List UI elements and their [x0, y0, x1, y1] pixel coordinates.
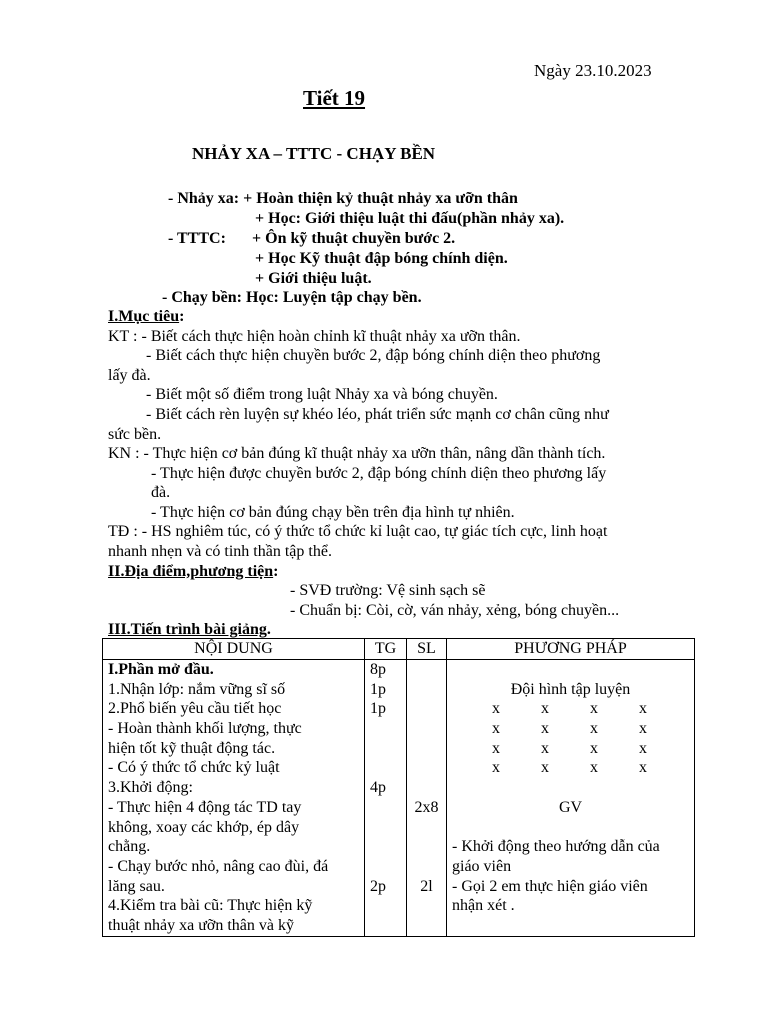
venue-line: - SVĐ trường: Vệ sinh sạch sẽ — [290, 582, 486, 599]
process-heading-text: III.Tiến trình bài giảng — [108, 621, 267, 638]
lesson-title: Tiết 19 — [303, 86, 366, 110]
objective-line: - Biết cách thực hiện chuyền bước 2, đập bóng chính diện theo phương — [146, 347, 601, 364]
table-header-row — [103, 639, 695, 660]
formation-row — [452, 699, 689, 719]
content-line: lăng sau. — [108, 877, 165, 895]
teacher-label: GV — [558, 798, 583, 816]
content-line: - Thực hiện 4 động tác TD tay — [108, 798, 302, 816]
objective-line: KT : - Biết cách thực hiện hoàn chỉnh kĩ thuật nhảy xa ưỡn thân. — [108, 328, 521, 345]
x-mark: x — [639, 759, 647, 777]
objective-line: TĐ : - HS nghiêm túc, có ý thức tổ chức kỉ luật cao, tự giác tích cực, linh hoạt — [108, 523, 608, 540]
method-spacer — [452, 916, 689, 936]
process-heading — [108, 620, 271, 640]
x-mark: x — [541, 739, 549, 757]
venue-line: - Chuẩn bị: Còi, cờ, ván nhảy, xẻng, bóng chuyền... — [290, 602, 620, 619]
content-line: + Ôn kỹ thuật chuyền bước 2. — [252, 230, 456, 247]
objective-line: sức bền. — [108, 426, 162, 443]
reps-value — [407, 758, 446, 778]
time-value: 4p — [370, 779, 386, 797]
content-line: 2.Phổ biến yêu cầu tiết học — [108, 700, 282, 718]
reps-value: 2x8 — [414, 798, 439, 816]
formation-label: Đội hình tập luyện — [510, 680, 631, 698]
time-value — [370, 857, 401, 877]
table-row — [103, 660, 695, 937]
content-line: + Học: Giới thiệu luật thi đấu(phần nhảy xa). — [255, 210, 565, 227]
objective-line: lấy đà. — [108, 367, 151, 384]
section-title: I.Phần mở đầu. — [108, 661, 214, 678]
content-line: 4.Kiểm tra bài cũ: Thực hiện kỹ — [108, 897, 313, 915]
objective-line: - Thực hiện được chuyền bước 2, đập bóng chính diện theo phương lấy — [151, 465, 607, 482]
reps-value — [407, 680, 446, 700]
formation-row — [452, 739, 689, 759]
objective-line: đà. — [151, 484, 171, 501]
time-value — [370, 916, 401, 936]
header-method: PHƯƠNG PHÁP — [447, 639, 695, 660]
x-mark: x — [639, 739, 647, 757]
objective-line: - Biết cách rèn luyện sự khéo léo, phát triển sức mạnh cơ chân cũng như — [146, 406, 609, 423]
x-mark: x — [639, 700, 647, 718]
content-line: hiện tốt kỹ thuật động tác. — [108, 739, 276, 757]
formation-row — [452, 719, 689, 739]
time-value — [370, 719, 401, 739]
venue-heading-colon: : — [273, 563, 279, 580]
time-value — [370, 798, 401, 818]
x-mark: x — [492, 720, 500, 738]
content-line: - Chạy bền: Học: Luyện tập chạy bền. — [162, 289, 422, 306]
x-mark: x — [590, 720, 598, 738]
objective-line: KN : - Thực hiện cơ bản đúng kĩ thuật nhảy xa ưỡn thân, nâng dần thành tích. — [108, 445, 606, 462]
method-spacer — [452, 778, 689, 798]
formation-row — [452, 758, 689, 778]
reps-value — [407, 857, 446, 877]
header-reps: SL — [407, 639, 447, 660]
time-value: 1p — [370, 700, 386, 718]
method-note: - Khởi động theo hướng dẫn của — [452, 838, 660, 856]
reps-value — [407, 837, 446, 857]
method-note: - Gọi 2 em thực hiện giáo viên — [452, 877, 648, 895]
reps-value — [407, 739, 446, 759]
objective-line: - Biết một số điểm trong luật Nhảy xa và bóng chuyền. — [146, 386, 498, 403]
process-heading-dot: . — [266, 621, 271, 638]
reps-cell — [407, 660, 447, 937]
x-mark: x — [590, 700, 598, 718]
x-mark: x — [492, 739, 500, 757]
reps-value — [407, 818, 446, 838]
x-mark: x — [541, 720, 549, 738]
time-value: 1p — [370, 680, 386, 698]
objectives-heading-text: I.Mục tiêu — [108, 308, 180, 325]
content-line: thuật nhảy xa ưỡn thân và kỹ — [108, 916, 294, 934]
x-mark: x — [590, 739, 598, 757]
lesson-plan-table — [102, 638, 695, 937]
objectives-heading-colon: : — [179, 308, 185, 325]
time-value: 8p — [370, 661, 386, 678]
content-line: - Có ý thức tổ chức kỷ luật — [108, 759, 280, 777]
content-line: - Nhảy xa: + Hoàn thiện kỷ thuật nhảy xa ưỡn thân — [168, 190, 518, 207]
content-line: + Học Kỹ thuật đập bóng chính diện. — [255, 250, 508, 267]
reps-value — [407, 660, 446, 680]
reps-value: 2l — [420, 877, 433, 895]
content-line: chằng. — [108, 838, 151, 856]
content-line: - Hoàn thành khối lượng, thực — [108, 720, 302, 738]
reps-value — [407, 699, 446, 719]
reps-value — [407, 778, 446, 798]
venue-heading-text: II.Địa điểm,phương tiện — [108, 563, 274, 580]
content-line: + Giới thiệu luật. — [255, 270, 372, 287]
content-line: không, xoay các khớp, ép dây — [108, 818, 300, 836]
header-time: TG — [365, 639, 407, 660]
time-value — [370, 896, 401, 916]
method-cell — [447, 660, 695, 937]
time-value — [370, 758, 401, 778]
content-line: 1.Nhận lớp: nắm vững sĩ số — [108, 680, 286, 698]
x-mark: x — [639, 720, 647, 738]
reps-value — [407, 896, 446, 916]
header-content: NỘI DUNG — [103, 639, 365, 660]
method-spacer — [452, 660, 689, 680]
objective-line: nhanh nhẹn và có tinh thần tập thể. — [108, 543, 332, 560]
topic: NHẢY XA – TTTC - CHẠY BỀN — [192, 144, 436, 163]
time-value — [370, 739, 401, 759]
content-line: - TTTC: — [168, 230, 226, 247]
objective-line: - Thực hiện cơ bản đúng chạy bền trên địa hình tự nhiên. — [151, 504, 515, 521]
x-mark: x — [541, 759, 549, 777]
time-value: 2p — [370, 877, 386, 895]
method-note: nhận xét . — [452, 897, 515, 915]
reps-value — [407, 916, 446, 936]
reps-value — [407, 719, 446, 739]
objectives-heading — [108, 307, 184, 327]
x-mark: x — [541, 700, 549, 718]
time-cell — [365, 660, 407, 937]
x-mark: x — [492, 700, 500, 718]
venue-heading — [108, 562, 278, 582]
content-cell — [103, 660, 365, 937]
x-mark: x — [590, 759, 598, 777]
content-line: 3.Khởi động: — [108, 779, 193, 797]
x-mark: x — [492, 759, 500, 777]
method-spacer — [452, 818, 689, 838]
method-note: giáo viên — [452, 857, 512, 875]
time-value — [370, 837, 401, 857]
content-line: - Chạy bước nhỏ, nâng cao đùi, đá — [108, 857, 329, 875]
date: Ngày 23.10.2023 — [534, 61, 652, 80]
time-value — [370, 818, 401, 838]
